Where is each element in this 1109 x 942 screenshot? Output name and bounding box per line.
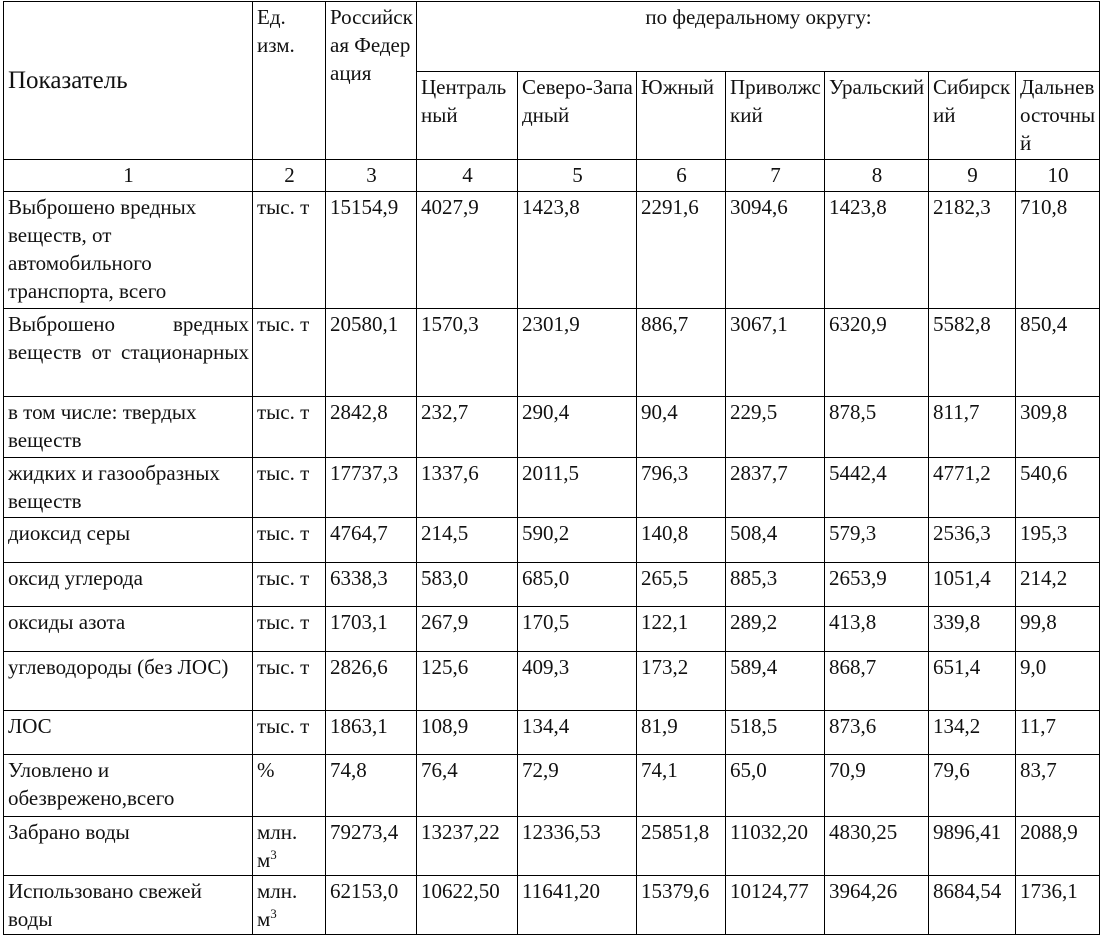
- value-cell: 796,3: [637, 458, 726, 518]
- value-cell: 2291,6: [637, 192, 726, 309]
- value-cell: 589,4: [726, 652, 825, 711]
- column-number: 10: [1016, 160, 1100, 192]
- value-cell: 11032,20: [726, 817, 825, 876]
- value-cell: 710,8: [1016, 192, 1100, 309]
- value-cell: 850,4: [1016, 309, 1100, 397]
- row-unit: [253, 192, 326, 309]
- column-number: 5: [518, 160, 637, 192]
- row-label: оксид углерода: [4, 563, 253, 607]
- header-district-fareast: Дальневосточный: [1016, 72, 1100, 160]
- value-cell: 2182,3: [929, 192, 1016, 309]
- column-number: 7: [726, 160, 825, 192]
- value-cell: 3067,1: [726, 309, 825, 397]
- table-row: [4, 518, 1100, 563]
- header-district-south: Южный: [637, 72, 726, 160]
- row-unit: [253, 817, 326, 876]
- value-cell: 20580,1: [326, 309, 417, 397]
- value-cell: 125,6: [417, 652, 518, 711]
- value-cell: 4771,2: [929, 458, 1016, 518]
- column-number: 6: [637, 160, 726, 192]
- value-cell: 6338,3: [326, 563, 417, 607]
- value-cell: 2301,9: [518, 309, 637, 397]
- table-body: [4, 192, 1100, 935]
- row-unit: [253, 876, 326, 935]
- value-cell: 15154,9: [326, 192, 417, 309]
- value-cell: 173,2: [637, 652, 726, 711]
- table-row: [4, 607, 1100, 652]
- value-cell: 583,0: [417, 563, 518, 607]
- value-cell: 409,3: [518, 652, 637, 711]
- row-unit: [253, 652, 326, 711]
- value-cell: 79273,4: [326, 817, 417, 876]
- unit-text: тыс. т: [257, 655, 310, 679]
- value-cell: 134,4: [518, 711, 637, 755]
- value-cell: 232,7: [417, 397, 518, 458]
- unit-text: тыс. т: [257, 521, 310, 545]
- row-label: жидких и газообразных веществ: [4, 458, 253, 518]
- header-district-northwest: Северо-Западный: [518, 72, 637, 160]
- value-cell: 2837,7: [726, 458, 825, 518]
- value-cell: 134,2: [929, 711, 1016, 755]
- row-unit: [253, 397, 326, 458]
- value-cell: 1423,8: [518, 192, 637, 309]
- value-cell: 267,9: [417, 607, 518, 652]
- unit-text: тыс. т: [257, 195, 310, 219]
- value-cell: 579,3: [825, 518, 929, 563]
- unit-text: тыс. т: [257, 714, 310, 738]
- row-unit: [253, 309, 326, 397]
- value-cell: 873,6: [825, 711, 929, 755]
- column-number: 9: [929, 160, 1016, 192]
- value-cell: 1051,4: [929, 563, 1016, 607]
- value-cell: 651,4: [929, 652, 1016, 711]
- value-cell: 868,7: [825, 652, 929, 711]
- value-cell: 518,5: [726, 711, 825, 755]
- table-row: [4, 397, 1100, 458]
- row-label: диоксид серы: [4, 518, 253, 563]
- value-cell: 4764,7: [326, 518, 417, 563]
- value-cell: 685,0: [518, 563, 637, 607]
- row-label: Забрано воды: [4, 817, 253, 876]
- row-label: ЛОС: [4, 711, 253, 755]
- column-number: 1: [4, 160, 253, 192]
- value-cell: 83,7: [1016, 755, 1100, 817]
- value-cell: 3094,6: [726, 192, 825, 309]
- table-row: [4, 817, 1100, 876]
- value-cell: 265,5: [637, 563, 726, 607]
- row-label: Использовано свежей воды: [4, 876, 253, 935]
- value-cell: 2826,6: [326, 652, 417, 711]
- header-district-ural: Уральский: [825, 72, 929, 160]
- table-row: [4, 652, 1100, 711]
- value-cell: 99,8: [1016, 607, 1100, 652]
- value-cell: 2653,9: [825, 563, 929, 607]
- row-unit: [253, 563, 326, 607]
- value-cell: 590,2: [518, 518, 637, 563]
- header-district-central: Центральный: [417, 72, 518, 160]
- header-district-group: по федеральному округу:: [417, 2, 1100, 72]
- value-cell: 90,4: [637, 397, 726, 458]
- value-cell: 229,5: [726, 397, 825, 458]
- unit-text: млн. м: [257, 879, 298, 931]
- column-number: 8: [825, 160, 929, 192]
- header-indicator: Показатель: [4, 2, 253, 160]
- value-cell: 2842,8: [326, 397, 417, 458]
- value-cell: 10124,77: [726, 876, 825, 935]
- value-cell: 878,5: [825, 397, 929, 458]
- value-cell: 1423,8: [825, 192, 929, 309]
- header-unit: Ед. изм.: [253, 2, 326, 160]
- row-unit: [253, 607, 326, 652]
- column-number-row: [4, 160, 1100, 192]
- value-cell: 508,4: [726, 518, 825, 563]
- value-cell: 1703,1: [326, 607, 417, 652]
- value-cell: 170,5: [518, 607, 637, 652]
- value-cell: 1570,3: [417, 309, 518, 397]
- value-cell: 74,8: [326, 755, 417, 817]
- value-cell: 9,0: [1016, 652, 1100, 711]
- statistics-table: [3, 1, 1100, 935]
- value-cell: 811,7: [929, 397, 1016, 458]
- unit-text: тыс. т: [257, 610, 310, 634]
- value-cell: 17737,3: [326, 458, 417, 518]
- value-cell: 886,7: [637, 309, 726, 397]
- value-cell: 309,8: [1016, 397, 1100, 458]
- value-cell: 1863,1: [326, 711, 417, 755]
- table-row: [4, 309, 1100, 397]
- row-unit: [253, 711, 326, 755]
- value-cell: 4830,25: [825, 817, 929, 876]
- value-cell: 214,5: [417, 518, 518, 563]
- unit-text: тыс. т: [257, 312, 310, 336]
- table-row: [4, 458, 1100, 518]
- header-district-siberia: Сибирский: [929, 72, 1016, 160]
- header-district-volga: Приволжский: [726, 72, 825, 160]
- value-cell: 540,6: [1016, 458, 1100, 518]
- value-cell: 10622,50: [417, 876, 518, 935]
- value-cell: 8684,54: [929, 876, 1016, 935]
- value-cell: 62153,0: [326, 876, 417, 935]
- unit-superscript: 3: [270, 906, 277, 921]
- value-cell: 15379,6: [637, 876, 726, 935]
- value-cell: 81,9: [637, 711, 726, 755]
- header-russian-federation: Российская Федерация: [326, 2, 417, 160]
- value-cell: 5582,8: [929, 309, 1016, 397]
- value-cell: 214,2: [1016, 563, 1100, 607]
- value-cell: 195,3: [1016, 518, 1100, 563]
- row-label: в том числе: твердых веществ: [4, 397, 253, 458]
- value-cell: 122,1: [637, 607, 726, 652]
- row-label: оксиды азота: [4, 607, 253, 652]
- value-cell: 74,1: [637, 755, 726, 817]
- row-label: Выброшено вредных веществ от стационарных: [4, 309, 253, 397]
- value-cell: 13237,22: [417, 817, 518, 876]
- value-cell: 9896,41: [929, 817, 1016, 876]
- row-label: Выброшено вредных веществ, от автомобильного транспорта, всего: [4, 192, 253, 309]
- unit-text: млн. м: [257, 820, 298, 872]
- value-cell: 2088,9: [1016, 817, 1100, 876]
- value-cell: 290,4: [518, 397, 637, 458]
- row-unit: [253, 518, 326, 563]
- unit-text: %: [257, 758, 275, 782]
- table-row: [4, 876, 1100, 935]
- value-cell: 65,0: [726, 755, 825, 817]
- value-cell: 25851,8: [637, 817, 726, 876]
- value-cell: 11,7: [1016, 711, 1100, 755]
- row-unit: [253, 458, 326, 518]
- unit-text: тыс. т: [257, 400, 310, 424]
- value-cell: 108,9: [417, 711, 518, 755]
- value-cell: 4027,9: [417, 192, 518, 309]
- row-label: углеводороды (без ЛОС): [4, 652, 253, 711]
- value-cell: 289,2: [726, 607, 825, 652]
- unit-superscript: 3: [270, 847, 277, 862]
- value-cell: 12336,53: [518, 817, 637, 876]
- value-cell: 2536,3: [929, 518, 1016, 563]
- unit-text: тыс. т: [257, 461, 310, 485]
- table-row: [4, 192, 1100, 309]
- row-unit: [253, 755, 326, 817]
- value-cell: 140,8: [637, 518, 726, 563]
- table-row: [4, 563, 1100, 607]
- column-number: 3: [326, 160, 417, 192]
- value-cell: 79,6: [929, 755, 1016, 817]
- value-cell: 76,4: [417, 755, 518, 817]
- value-cell: 1736,1: [1016, 876, 1100, 935]
- column-number: 2: [253, 160, 326, 192]
- value-cell: 3964,26: [825, 876, 929, 935]
- value-cell: 72,9: [518, 755, 637, 817]
- column-number: 4: [417, 160, 518, 192]
- value-cell: 339,8: [929, 607, 1016, 652]
- value-cell: 11641,20: [518, 876, 637, 935]
- value-cell: 2011,5: [518, 458, 637, 518]
- value-cell: 70,9: [825, 755, 929, 817]
- table-row: [4, 711, 1100, 755]
- value-cell: 1337,6: [417, 458, 518, 518]
- table-row: [4, 755, 1100, 817]
- value-cell: 413,8: [825, 607, 929, 652]
- value-cell: 6320,9: [825, 309, 929, 397]
- unit-text: тыс. т: [257, 566, 310, 590]
- value-cell: 885,3: [726, 563, 825, 607]
- value-cell: 5442,4: [825, 458, 929, 518]
- row-label: Уловлено и обезврежено,всего: [4, 755, 253, 817]
